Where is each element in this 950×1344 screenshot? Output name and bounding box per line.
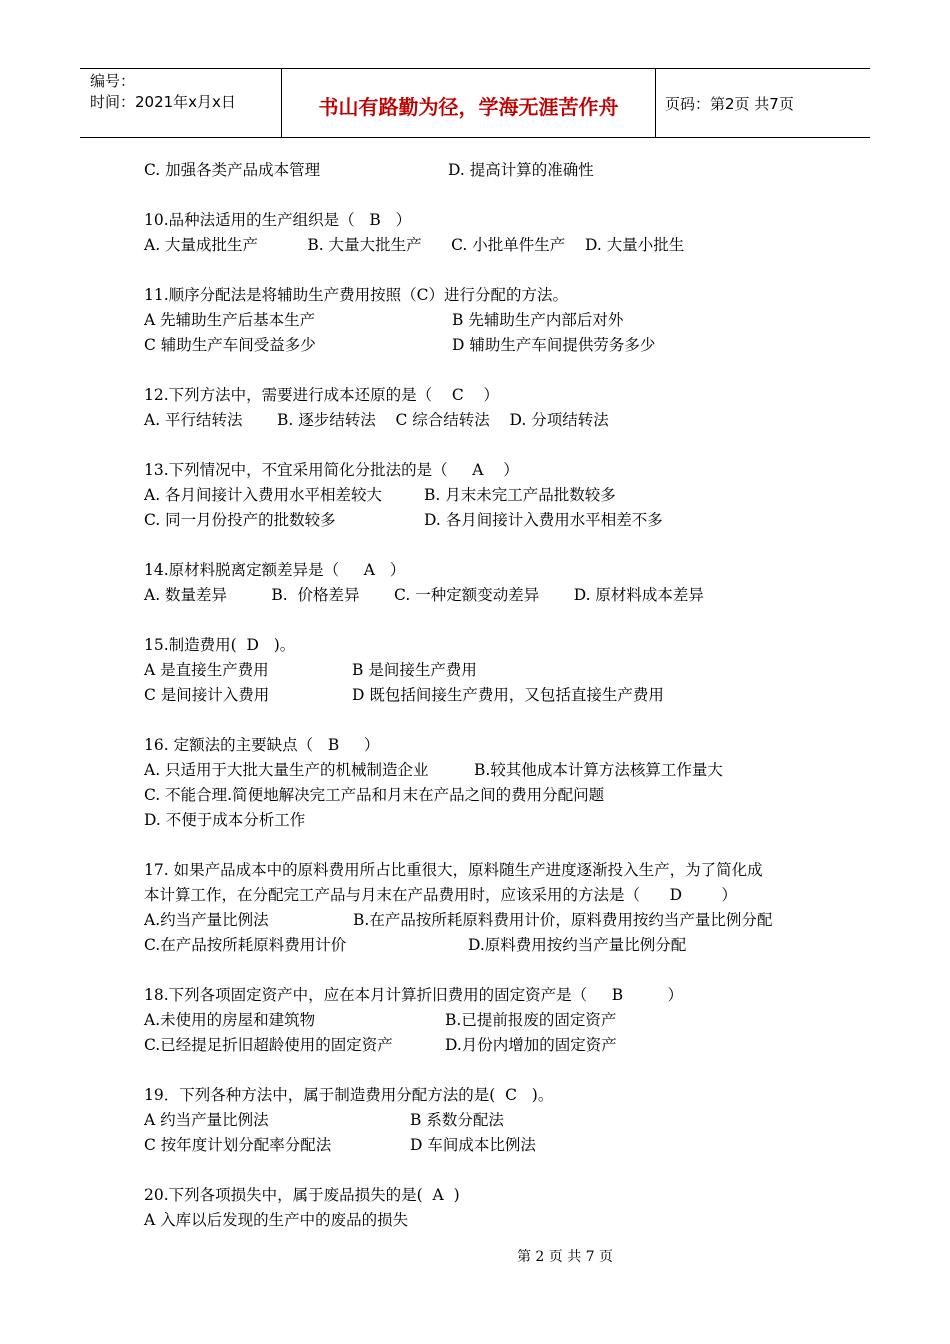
question-stem: 15.制造费用( D )。 [144, 636, 296, 654]
option-b: B 系数分配法 [410, 1111, 504, 1129]
option-a: A.未使用的房屋和建筑物 [144, 1011, 316, 1029]
option-d: D 辅助生产车间提供劳务多少 [452, 336, 656, 354]
question-stem: 18.下列各项固定资产中，应在本月计算折旧费用的固定资产是（ B ） [144, 986, 684, 1004]
question-9 [144, 158, 824, 183]
question-stem: 12.下列方法中，需要进行成本还原的是（ C ） [144, 386, 499, 404]
header-motto: 书山有路勤为径，学海无涯苦作舟 [282, 69, 656, 137]
question-12 [144, 383, 824, 433]
option-a: A 先辅助生产后基本生产 [144, 311, 316, 329]
question-stem: 16. 定额法的主要缺点（ B ） [144, 736, 380, 754]
question-stem: 19．下列各种方法中，属于制造费用分配方法的是( C )。 [144, 1086, 554, 1104]
option-d: D. 不便于成本分析工作 [144, 811, 306, 829]
question-20 [144, 1183, 824, 1233]
question-stem: 11.顺序分配法是将辅助生产费用按照（C）进行分配的方法。 [144, 286, 569, 304]
option-b: B.已提前报废的固定资产 [445, 1011, 617, 1029]
option-d: D 车间成本比例法 [410, 1136, 536, 1154]
question-stem-line-1: 17. 如果产品成本中的原料费用所占比重很大，原料随生产进度逐渐投入生产，为了简化成 [144, 861, 763, 879]
option-c: C 辅助生产车间受益多少 [144, 336, 316, 354]
question-options: A. 平行结转法 B. 逐步结转法 C 综合结转法 D. 分项结转法 [144, 411, 609, 429]
option-c: C. 不能合理.简便地解决完工产品和月末在产品之间的费用分配问题 [144, 786, 605, 804]
question-14 [144, 558, 824, 608]
date-label: 时间：2021年x月x日 [90, 93, 236, 111]
option-c: C.在产品按所耗原料费用计价 [144, 936, 347, 954]
option-c: C. 加强各类产品成本管理 [144, 161, 321, 179]
option-d: D.原料费用按约当产量比例分配 [468, 936, 687, 954]
option-b: B 先辅助生产内部后对外 [452, 311, 624, 329]
question-19 [144, 1083, 824, 1158]
option-a: A 约当产量比例法 [144, 1111, 269, 1129]
option-c: C 按年度计划分配率分配法 [144, 1136, 332, 1154]
question-list [144, 158, 824, 1258]
question-stem: 20.下列各项损失中，属于废品损失的是( A ) [144, 1186, 460, 1204]
option-c: C.已经提足折旧超龄使用的固定资产 [144, 1036, 393, 1054]
option-a: A. 各月间接计入费用水平相差较大 [144, 486, 383, 504]
option-b: B.在产品按所耗原料费用计价，原料费用按约当产量比例分配 [353, 911, 773, 929]
question-16 [144, 733, 824, 833]
option-b: B. 月末未完工产品批数较多 [424, 486, 616, 504]
question-stem: 13.下列情况中，不宜采用简化分批法的是（ A ） [144, 461, 519, 479]
option-a: A.约当产量比例法 [144, 911, 269, 929]
page-footer: 第 2 页 共 7 页 [516, 1249, 614, 1265]
question-11 [144, 283, 824, 358]
question-13 [144, 458, 824, 533]
question-options: A. 数量差异 B. 价格差异 C. 一种定额变动差异 D. 原材料成本差异 [144, 586, 704, 604]
option-b: B.较其他成本计算方法核算工作量大 [474, 761, 723, 779]
option-d: D 既包括间接生产费用，又包括直接生产费用 [352, 686, 664, 704]
question-stem: 14.原材料脱离定额差异是（ A ） [144, 561, 406, 579]
question-18 [144, 983, 824, 1058]
option-a: A. 只适用于大批大量生产的机械制造企业 [144, 761, 429, 779]
question-stem: 10.品种法适用的生产组织是（ B ） [144, 211, 412, 229]
question-10 [144, 208, 824, 258]
option-d: D. 各月间接计入费用水平相差不多 [424, 511, 663, 529]
question-options: A. 大量成批生产 B. 大量大批生产 C. 小批单件生产 D. 大量小批生 [144, 236, 685, 254]
header-meta [80, 69, 282, 137]
page-header [80, 68, 870, 138]
option-c: C. 同一月份投产的批数较多 [144, 511, 336, 529]
serial-number-label: 编号： [90, 72, 136, 90]
option-d: D.月份内增加的固定资产 [445, 1036, 617, 1054]
option-d: D. 提高计算的准确性 [448, 161, 594, 179]
option-c: C 是间接计入费用 [144, 686, 270, 704]
question-stem-line-2: 本计算工作，在分配完工产品与月末在产品费用时，应该采用的方法是（ D ） [144, 886, 737, 904]
question-15 [144, 633, 824, 708]
header-page-number: 页码：第2页 共7页 [665, 94, 794, 113]
option-a: A 入库以后发现的生产中的废品的损失 [144, 1211, 409, 1229]
option-b: B 是间接生产费用 [352, 661, 477, 679]
question-17 [144, 858, 824, 958]
option-a: A 是直接生产费用 [144, 661, 269, 679]
